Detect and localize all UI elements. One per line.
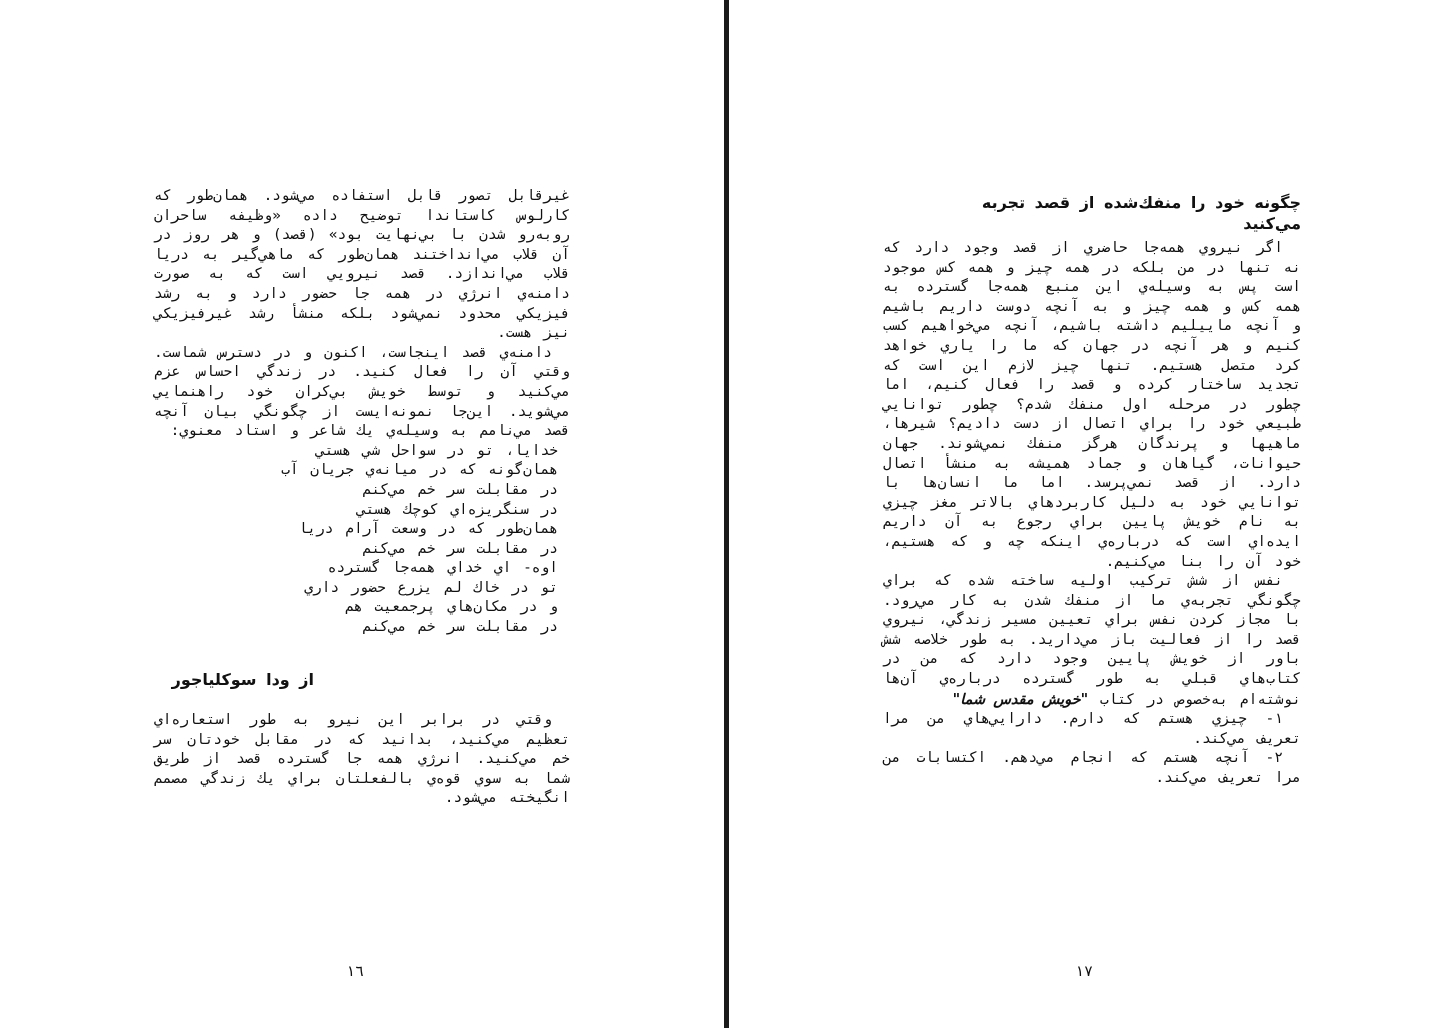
poem-line: همان‌طور كه در وسعت آرام دريا <box>298 521 558 538</box>
poem-line: در سنگريزه‌اي كوچك هستي <box>356 501 558 518</box>
left-page-body <box>154 187 570 638</box>
right-paragraph-1: اگر نيروي همه‌جا حاضري از قصد وجود دارد كه نه تنها در من بلكه در همه چيز و همه كس موجود است پس به وسيله‌ي اين منبع همه‌جا گسترده به همه كس و همه چيز و به آنچه دوست داريم باشيم و آنچه ماييليم داشته باشيم، آنچه مي‌خواهيم كسب كنيم و هر آنچه در جهان كه ما را ياري خواهد كرد متصل هستيم. تنها چيز لازم اين است كه تجديد ساختار كرده و قصد را فعال كنيم، اما چطور در مرحله اول منفك شدم؟ چطور توانايي طبيعي خود را براي اتصال از دست داديم؟ شيرها، ماهيها و پرندگان هرگز منفك نمي‌شوند. جهان حيوانات، گياهان و جماد هميشه به منشأ اتصال دارد. از قصد نمي‌پرسد. اما ما انسان‌ها با توانايي خود به دليل كاربردهاي بالاتر مغز چيزي به نام خويش پايين براي رجوع به آن داريم ايده‌اي است كه درباره‌ي اينكه چه و كه هستيم، خود آن را بنا مي‌كنيم. <box>883 240 1301 570</box>
left-page <box>0 0 724 1028</box>
left-paragraph-3: وقتي در برابر اين نيرو به طور استعاره‌اي تعظيم مي‌كنيد، بدانيد كه در مقابل خودتان سر خم مي‌كنيد. انرژي همه جا گسترده قصد از طريق شما به سوي قوه‌ي بالفعلتان براي يك زندگي مصمم انگيخته مي‌شود. <box>154 712 570 807</box>
poem-line: همان‌گونه كه در ميانه‌ي جريان آب <box>281 462 558 479</box>
left-page-closing <box>154 711 570 809</box>
poem <box>154 442 570 638</box>
poem-line: تو در خاك لم يزرع حضور داري <box>304 579 558 596</box>
page-number-right: ١٧ <box>1074 962 1094 980</box>
poem-line: در مقابلت سر خم مي‌كنم <box>362 619 558 636</box>
left-paragraph-1: غيرقابل تصور قابل استفاده مي‌شود. همان‌طور كه كارلوس كاستاندا توضيح داده «وظيفه ساحران روبه‌رو شدن با بي‌نهايت بود» (قصد) و هر روز در آن قلاب مي‌انداختند همان‌طور كه ماهي‌گير به دريا قلاب مي‌اندازد. قصد نيرويي است كه به صورت دامنه‌ي انرژي در همه جا حضور دارد و به رشد فيزيكي محدود نمي‌شود بلكه منشأ رشد غيرفيزيكي نيز هست. <box>154 188 570 342</box>
right-page <box>729 0 1456 1028</box>
poem-line: در مقابلت سر خم مي‌كنم <box>362 540 558 557</box>
list-item: ٢- آنچه هستم كه انجام مي‌دهم. اكتسابات من مرا تعريف مي‌كند. <box>883 750 1301 787</box>
book-title: "خويش مقدس شما" <box>952 690 1089 708</box>
right-page-body <box>883 239 1301 789</box>
right-paragraph-2-text: نفس از شش تركيب اوليه ساخته شده كه براي چگونگي تجربه‌ي ما از منفك شدن به كار مي‌رود. با مجاز كردن نفس براي تعيين مسير زندگي، نيروي قصد را از فعاليت باز مي‌داريد. به طور خلاصه شش باور از خويش پايين وجود دارد كه من در كتاب‌هاي قبلي به طور گسترده درباره‌ي آن‌ها نوشته‌ام به‌خصوص در كتاب <box>883 573 1301 708</box>
poem-attribution: از ودا سوكلياجور <box>171 670 314 689</box>
list-item: ١- چيزي هستم كه دارم. دارايي‌هاي من مرا تعريف مي‌كند. <box>883 711 1301 747</box>
poem-line: در مقابلت سر خم مي‌كنم <box>362 481 558 498</box>
page-number-left: ١٦ <box>345 962 365 980</box>
left-paragraph-2: دامنه‌ي قصد اينجاست، اكنون و در دسترس شماست. وقتي آن را فعال كنيد. در زندگي احساس عزم مي‌كنيد و توسط خويش بي‌كران خود راهنمايي مي‌شويد. اين‌جا نمونه‌ايست از چگونگي بيان آنچه قصد مي‌نامم به وسيله‌ي يك شاعر و استاد معنوي: <box>154 344 570 440</box>
right-paragraph-2 <box>883 572 1301 710</box>
section-heading: چگونه خود را منفك‌شده از قصد تجربه مي‌كنيد <box>981 193 1301 233</box>
poem-line: خدايا، تو در سواحل شي هستي <box>316 442 558 459</box>
poem-line: اوه- اي خداي همه‌جا گسترده <box>327 560 558 577</box>
poem-line: و در مكان‌هاي پرجمعيت هم <box>345 599 558 616</box>
